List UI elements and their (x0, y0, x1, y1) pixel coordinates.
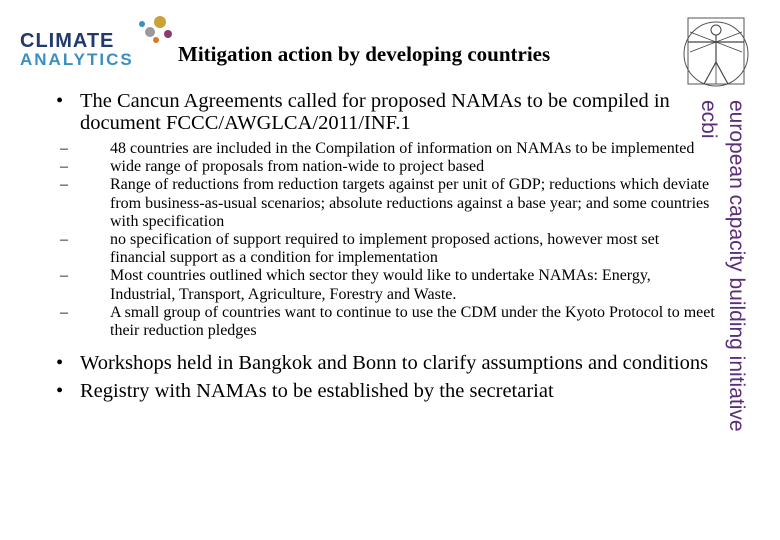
sub-bullet-text: Range of reductions from reduction targets against per unit of GDP; reductions which deviate from business-as-usual scenarios; absolute reductions against a base year; and some countries with specification (110, 176, 710, 230)
bullet-item (56, 90, 716, 134)
bullet-item (56, 352, 716, 374)
sub-bullet-item (56, 140, 716, 158)
bullet-text: Registry with NAMAs to be established by the secretariat (80, 380, 554, 403)
dash-marker: – (60, 231, 68, 249)
page-title: Mitigation action by developing countries (178, 42, 551, 66)
side-label-line1: european capacity building initiative (725, 100, 748, 432)
bullet-marker: • (56, 90, 64, 112)
bullet-text: The Cancun Agreements called for proposed NAMAs to be compiled in document FCCC/AWGLCA/2011/INF.1 (80, 90, 670, 134)
dash-marker: – (60, 303, 68, 321)
dash-marker: – (60, 267, 68, 285)
sub-bullet-item (56, 304, 716, 340)
sub-bullet-text: wide range of proposals from nation-wide to project based (110, 158, 485, 176)
sub-bullet-item (56, 158, 716, 176)
slide-content (56, 90, 716, 408)
sub-bullet-item (56, 176, 716, 231)
dash-marker: – (60, 176, 68, 194)
sub-bullet-text: A small group of countries want to continue to use the CDM under the Kyoto Protocol to meet their reduction pledges (110, 303, 715, 340)
sub-bullet-list (56, 140, 716, 340)
bullet-text: Workshops held in Bangkok and Bonn to clarify assumptions and conditions (80, 352, 709, 375)
vitruvian-man-icon (680, 12, 752, 92)
side-label-line2: ecbi (697, 100, 720, 139)
sub-bullet-item (56, 231, 716, 267)
bullet-marker: • (56, 352, 64, 375)
sub-bullet-item (56, 267, 716, 303)
climate-analytics-logo (20, 12, 170, 72)
dash-marker: – (60, 158, 68, 176)
logo-line2: ANALYTICS (20, 50, 134, 69)
logo-line1: CLIMATE (20, 30, 115, 52)
sub-bullet-text: Most countries outlined which sector they would like to undertake NAMAs: Energy, Industrial, Transport, Agriculture, Forestry and Waste. (110, 267, 651, 303)
sub-bullet-text: no specification of support required to implement proposed actions, however most set financial support as a condition for implementation (110, 231, 660, 267)
dash-marker: – (60, 140, 68, 157)
sub-bullet-text: 48 countries are included in the Compilation of information on NAMAs to be implemented (110, 140, 695, 157)
bullet-item (56, 380, 716, 402)
bullet-marker: • (56, 380, 64, 403)
logo-dots-icon (130, 12, 180, 52)
